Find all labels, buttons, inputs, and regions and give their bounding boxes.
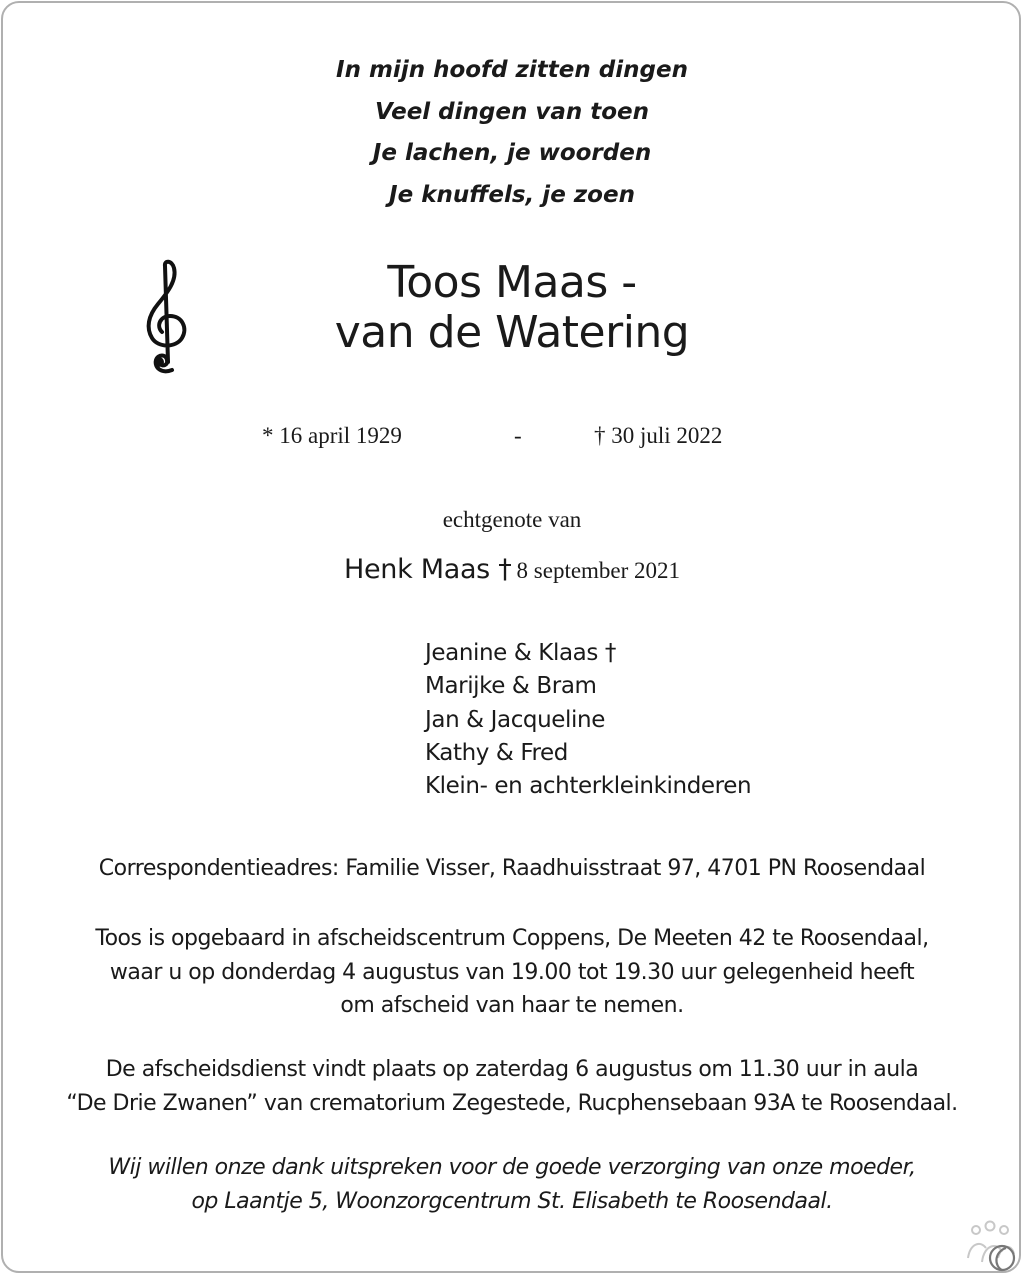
poem-line: In mijn hoofd zitten dingen [336, 57, 688, 83]
poem-line: Je knuffels, je zoen [389, 181, 635, 208]
thanks-line: op Laantje 5, Woonzorgcentrum St. Elisabeth te Roosendaal. [191, 1188, 833, 1214]
service-line: De afscheidsdienst vindt plaats op zaterdag 6 augustus om 11.30 uur in aula [105, 1057, 919, 1082]
viewing-line: Toos is opgebaard in afscheidscentrum Coppens, De Meeten 42 te Roosendaal, [95, 926, 929, 951]
family-logo-icon [962, 1218, 1018, 1272]
death-date: † 30 juli 2022 [594, 423, 723, 448]
date-separator: - [514, 423, 522, 448]
birth-date: * 16 april 1929 [262, 423, 402, 448]
deceased-name-line1: Toos Maas - [387, 257, 637, 308]
spouse [0, 550, 1024, 593]
spouse-name: Henk Maas † [343, 554, 512, 585]
family-member: Jeanine & Klaas † [425, 640, 616, 666]
viewing-line: om afscheid van haar te nemen. [340, 993, 684, 1018]
family-member: Jan & Jacqueline [425, 706, 605, 733]
service-line: “De Drie Zwanen” van crematorium Zegestede, Rucphensebaan 93A te Roosendaal. [66, 1090, 958, 1116]
thanks-line: Wij willen onze dank uitspreken voor de goede verzorging van onze moeder, [108, 1155, 916, 1180]
poem-line: Je lachen, je woorden [372, 140, 652, 166]
poem-line: Veel dingen van toen [374, 98, 650, 125]
viewing-line: waar u op donderdag 4 augustus van 19.00 tot 19.30 uur gelegenheid heeft [109, 959, 915, 985]
correspondence-address: Correspondentieadres: Familie Visser, Raadhuisstraat 97, 4701 PN Roosendaal [98, 856, 926, 881]
family-member: Kathy & Fred [425, 739, 568, 766]
spouse-intro: echtgenote van [442, 507, 582, 532]
spouse-death-date: 8 september 2021 [516, 558, 681, 583]
poem [0, 50, 1024, 216]
deceased-name-line2: van de Watering [334, 307, 690, 358]
thanks-note [0, 1151, 1024, 1218]
viewing-info [0, 922, 1024, 1023]
deceased-name [0, 258, 1024, 358]
family-member: Marijke & Bram [425, 673, 597, 700]
service-info [0, 1053, 1024, 1120]
family-list [425, 637, 751, 803]
family-member: Klein- en achterkleinkinderen [425, 773, 752, 800]
